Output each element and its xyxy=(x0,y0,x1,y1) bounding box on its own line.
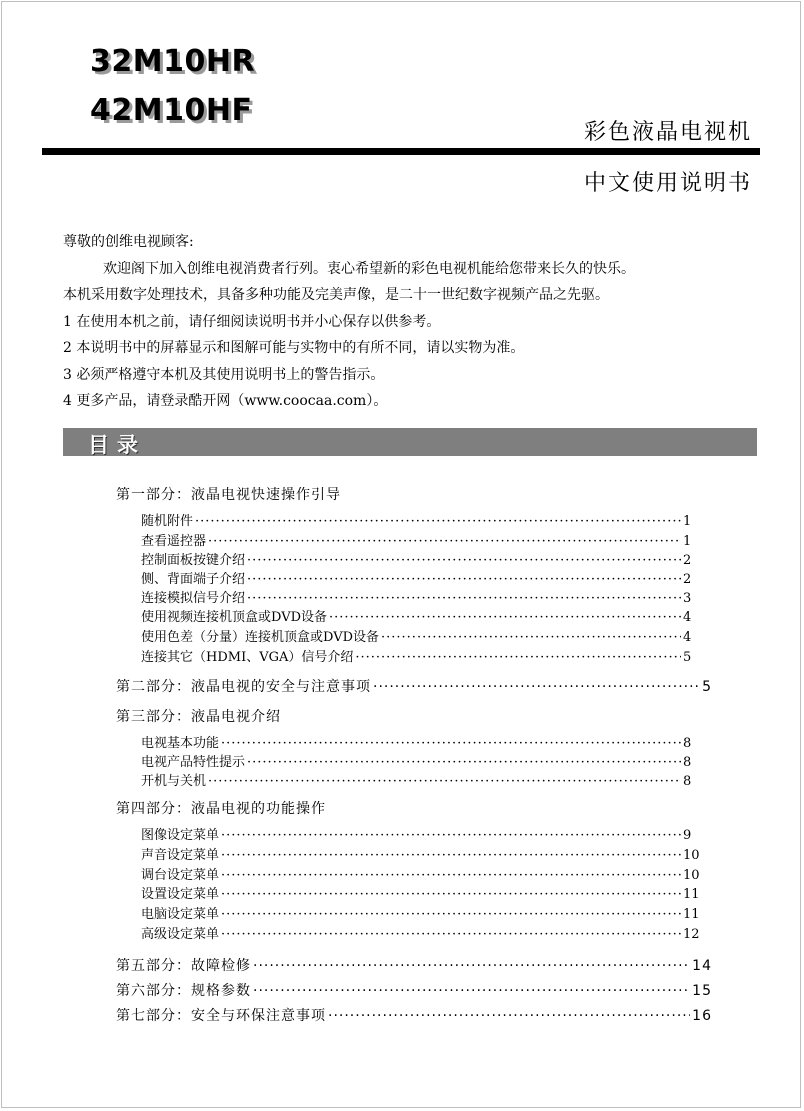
toc-part-page: 15 xyxy=(692,983,712,999)
toc-item-label: 设置设定菜单 xyxy=(141,887,220,902)
welcome-text: 欢迎阁下加入创维电视消费者行列。衷心希望新的彩色电视机能给您带来长久的快乐。 xyxy=(103,260,635,277)
toc-item[interactable] xyxy=(141,923,701,942)
toc-item[interactable] xyxy=(141,883,701,902)
toc-item[interactable] xyxy=(141,770,701,789)
toc-item[interactable] xyxy=(141,510,701,529)
toc-part-5[interactable] xyxy=(116,955,712,975)
toc-item-page: 11 xyxy=(683,907,700,922)
toc-item-page: 5 xyxy=(683,650,692,665)
toc-item-label: 开机与关机 xyxy=(141,774,207,789)
toc-item-page: 4 xyxy=(683,630,692,645)
toc-part-title: 第七部分：安全与环保注意事项 xyxy=(116,1008,326,1024)
toc-part-4[interactable] xyxy=(116,798,712,818)
toc-item[interactable] xyxy=(141,732,701,751)
toc-item-page: 1 xyxy=(683,534,692,549)
greeting: 尊敬的创维电视顾客: xyxy=(63,234,194,250)
toc-item-page: 1 xyxy=(683,514,692,529)
toc-item-page: 10 xyxy=(683,848,700,863)
toc-item-label: 电脑设定菜单 xyxy=(141,907,220,922)
model-number-42: 42M10HF xyxy=(90,93,253,128)
toc-item-page: 12 xyxy=(683,927,700,942)
toc-item-label: 声音设定菜单 xyxy=(141,848,220,863)
toc-leader xyxy=(253,983,690,999)
toc-item[interactable] xyxy=(141,587,701,606)
toc-leader xyxy=(247,755,681,770)
toc-item-label: 控制面板按键介绍 xyxy=(141,553,246,568)
toc-leader xyxy=(221,828,681,843)
note-2: 2 本说明书中的屏幕显示和图解可能与实物中的有所不同，请以实物为准。 xyxy=(63,340,525,356)
toc-item[interactable] xyxy=(141,903,701,922)
toc-leader xyxy=(355,650,681,665)
toc-item[interactable] xyxy=(141,530,701,549)
toc-leader xyxy=(328,1008,690,1024)
toc-item-label: 电视基本功能 xyxy=(141,736,220,751)
note-3: 3 必须严格遵守本机及其使用说明书上的警告指示。 xyxy=(63,366,385,383)
toc-item-label: 查看遥控器 xyxy=(141,534,207,549)
toc-item-label: 连接模拟信号介绍 xyxy=(141,591,246,606)
toc-item-page: 3 xyxy=(683,591,692,606)
toc-item-page: 2 xyxy=(683,572,692,587)
toc-item-page: 10 xyxy=(683,868,700,883)
toc-item[interactable] xyxy=(141,568,701,587)
toc-part-3[interactable] xyxy=(116,706,712,726)
toc-leader xyxy=(208,534,681,549)
toc-leader xyxy=(208,774,681,789)
toc-item-page: 11 xyxy=(683,887,700,902)
toc-leader xyxy=(329,610,681,625)
toc-item-label: 图像设定菜单 xyxy=(141,828,220,843)
toc-item-label: 随机附件 xyxy=(141,514,194,529)
model-number-32: 32M10HR xyxy=(90,44,256,79)
toc-leader xyxy=(221,887,681,902)
toc-item-page: 4 xyxy=(683,610,692,625)
toc-leader xyxy=(247,591,681,606)
toc-item[interactable] xyxy=(141,646,701,665)
toc-part-title: 第五部分：故障检修 xyxy=(116,958,251,974)
toc-leader xyxy=(381,630,681,645)
toc-item[interactable] xyxy=(141,844,701,863)
toc-part-page: 5 xyxy=(702,679,712,695)
toc-item[interactable] xyxy=(141,606,701,625)
toc-leader xyxy=(253,958,690,974)
toc-leader xyxy=(221,907,681,922)
toc-item[interactable] xyxy=(141,626,701,645)
toc-item-label: 高级设定菜单 xyxy=(141,927,220,942)
toc-leader xyxy=(247,553,681,568)
toc-leader xyxy=(221,927,681,942)
toc-part-title: 第一部分：液晶电视快速操作引导 xyxy=(116,487,341,503)
toc-part-1[interactable] xyxy=(116,484,712,504)
toc-title: 目录 xyxy=(88,433,146,457)
toc-leader xyxy=(247,572,681,587)
toc-item-label: 侧、背面端子介绍 xyxy=(141,572,246,587)
toc-item-label: 使用色差（分量）连接机顶盒或DVD设备 xyxy=(141,630,380,645)
toc-leader xyxy=(195,514,681,529)
toc-item-label: 连接其它（HDMI、VGA）信号介绍 xyxy=(141,650,354,665)
toc-item-page: 9 xyxy=(683,828,692,843)
toc-item-label: 调台设定菜单 xyxy=(141,868,220,883)
toc-item[interactable] xyxy=(141,864,701,883)
toc-part-page: 14 xyxy=(692,958,712,974)
note-1: 1 在使用本机之前，请仔细阅读说明书并小心保存以供参考。 xyxy=(63,313,441,330)
toc-item[interactable] xyxy=(141,751,701,770)
toc-part-title: 第四部分：液晶电视的功能操作 xyxy=(116,801,326,817)
toc-part-2[interactable] xyxy=(116,676,712,696)
toc-item-page: 2 xyxy=(683,553,692,568)
toc-leader xyxy=(373,679,700,695)
product-name: 彩色液晶电视机 xyxy=(583,120,752,145)
description-text: 本机采用数字处理技术，具备多种功能及完美声像，是二十一世纪数字视频产品之先驱。 xyxy=(63,287,609,303)
toc-item-page: 8 xyxy=(683,774,692,789)
toc-item-page: 8 xyxy=(683,755,692,770)
toc-item-label: 使用视频连接机顶盒或DVD设备 xyxy=(141,610,328,625)
toc-item-label: 电视产品特性提示 xyxy=(141,755,246,770)
toc-leader xyxy=(221,868,681,883)
toc-part-title: 第二部分：液晶电视的安全与注意事项 xyxy=(116,679,371,695)
toc-part-6[interactable] xyxy=(116,980,712,1000)
toc-item[interactable] xyxy=(141,549,701,568)
toc-part-title: 第六部分：规格参数 xyxy=(116,983,251,999)
toc-item-page: 8 xyxy=(683,736,692,751)
note-4: 4 更多产品，请登录酷开网（www.coocaa.com）。 xyxy=(63,393,388,409)
toc-item[interactable] xyxy=(141,824,701,843)
toc-part-7[interactable] xyxy=(116,1005,712,1025)
toc-leader xyxy=(221,848,681,863)
manual-name: 中文使用说明书 xyxy=(583,171,752,196)
toc-part-page: 16 xyxy=(692,1008,712,1024)
toc-leader xyxy=(221,736,681,751)
toc-part-title: 第三部分：液晶电视介绍 xyxy=(116,709,281,725)
